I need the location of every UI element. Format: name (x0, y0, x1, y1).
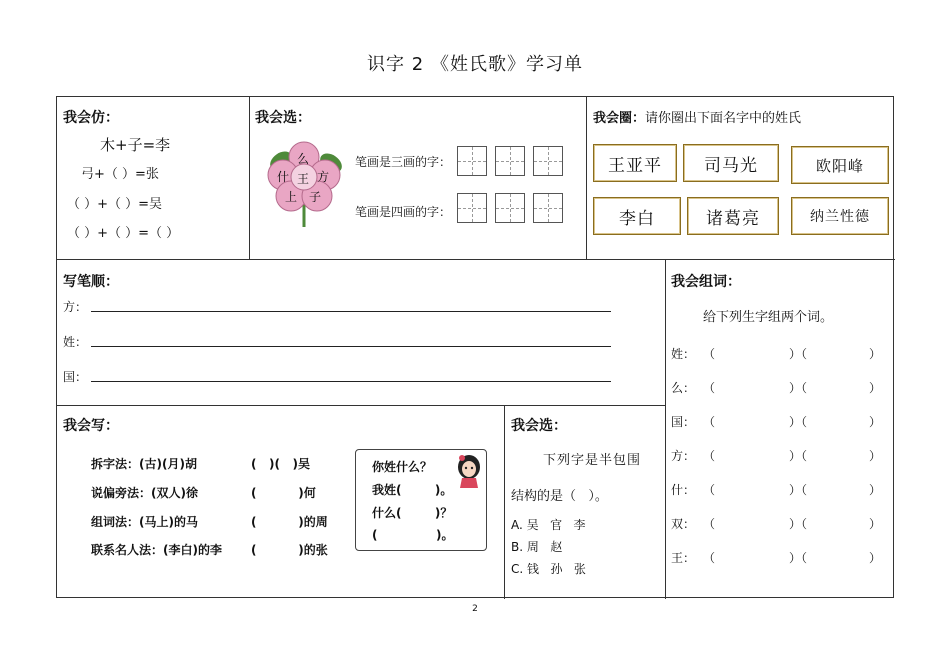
option-text: 周 赵 (526, 540, 563, 554)
stroke-label-xing: 姓： (63, 335, 88, 349)
stroke-write-line[interactable] (91, 311, 611, 312)
words-row-blanks[interactable]: （ ）（ ） (703, 449, 882, 463)
girl-avatar-icon (456, 454, 482, 488)
three-stroke-label: 笔画是三画的字： (355, 155, 452, 169)
name-box[interactable]: 司马光 (683, 144, 779, 182)
option-text: 吴 官 李 (526, 518, 586, 532)
page-number: 2 (472, 604, 478, 614)
write-method-answer[interactable]: ( )何 (251, 486, 316, 500)
words-row-char: 王： (671, 551, 696, 565)
divider-col3 (665, 259, 666, 599)
flower-char-6: 子 (309, 190, 322, 204)
dialog-line[interactable]: 我姓( )。 (372, 483, 453, 497)
imitate-line3: （ ）+（ ）=吴 (67, 197, 163, 212)
name-box[interactable]: 李白 (593, 197, 681, 235)
words-row-blanks[interactable]: （ ）（ ） (703, 517, 882, 531)
words-row-blanks[interactable]: （ ）（ ） (703, 551, 882, 565)
stroke-write-line[interactable] (91, 346, 611, 347)
words-heading: 我会组词： (671, 274, 741, 290)
tianzige-box[interactable] (495, 146, 525, 176)
choose-question-line1: 下列字是半包围 (543, 453, 642, 468)
option-text: 钱 孙 张 (527, 562, 586, 576)
flower-char-1: 么 (297, 152, 310, 166)
write-method-answer[interactable]: ( )( )吴 (251, 457, 311, 471)
dialog-line: 你姓什么？ (372, 460, 433, 474)
words-row-char: 姓： (671, 347, 696, 361)
flower-char-5: 上 (285, 190, 298, 204)
imitate-line1: 木+子=李 (100, 136, 171, 154)
circle-instruction: 请你圈出下面名字中的姓氏 (645, 111, 802, 126)
write-heading: 我会写： (63, 418, 119, 434)
name-box[interactable]: 王亚平 (593, 144, 677, 182)
words-row-blanks[interactable]: （ ）（ ） (703, 347, 882, 361)
choose-question-line2: 结构的是（ ）。 (511, 489, 608, 504)
dialog-line[interactable]: 什么( )？ (372, 506, 453, 520)
flower-char-4: 方 (317, 170, 330, 184)
write-method-label: 组词法：(马上)的马 (91, 515, 198, 529)
four-stroke-label: 笔画是四画的字： (355, 205, 452, 219)
choose-option[interactable] (511, 560, 586, 577)
write-method-label: 拆字法：(古)(月)胡 (91, 457, 197, 471)
tianzige-box[interactable] (533, 193, 563, 223)
words-instruction: 给下列生字组两个词。 (703, 310, 834, 325)
dialog-line[interactable]: ( )。 (372, 528, 454, 542)
write-method-answer[interactable]: ( )的周 (251, 515, 328, 529)
words-row-char: 国： (671, 415, 696, 429)
imitate-line2: 弓+（ ）=张 (81, 167, 159, 182)
divider-col4 (504, 405, 505, 599)
flower-char-2: 什 (277, 170, 290, 184)
tianzige-box[interactable] (457, 146, 487, 176)
words-row-char: 双： (671, 517, 696, 531)
stroke-label-guo: 国： (63, 370, 88, 384)
flower-char-3: 王 (297, 172, 310, 186)
name-box[interactable]: 纳兰性德 (791, 197, 889, 235)
divider-row2 (57, 405, 665, 406)
write-method-label: 联系名人法：(李白)的李 (91, 543, 222, 557)
select-heading: 我会选： (255, 110, 311, 126)
imitate-line4: （ ）+（ ）=（ ） (67, 226, 180, 241)
option-key: A. (511, 518, 523, 532)
stroke-heading: 写笔顺： (63, 274, 119, 290)
tianzige-box[interactable] (457, 193, 487, 223)
divider-col1 (249, 97, 250, 259)
choose-heading: 我会选： (511, 418, 567, 434)
stroke-label-fang: 方： (63, 300, 88, 314)
words-row-blanks[interactable]: （ ）（ ） (703, 381, 882, 395)
write-method-answer[interactable]: ( )的张 (251, 543, 328, 557)
words-row-blanks[interactable]: （ ）（ ） (703, 483, 882, 497)
worksheet-frame (56, 96, 894, 598)
name-box[interactable]: 欧阳峰 (791, 146, 889, 184)
divider-col2 (586, 97, 587, 259)
words-row-char: 方： (671, 449, 696, 463)
words-row-blanks[interactable]: （ ）（ ） (703, 415, 882, 429)
choose-option[interactable] (511, 516, 586, 533)
words-row-char: 么： (671, 381, 696, 395)
circle-section-header (593, 107, 801, 126)
tianzige-box[interactable] (495, 193, 525, 223)
imitate-heading: 我会仿： (63, 110, 119, 126)
circle-heading: 我会圈： (593, 111, 646, 126)
words-row-char: 什： (671, 483, 696, 497)
name-box[interactable]: 诸葛亮 (687, 197, 779, 235)
dialog-card (355, 449, 487, 551)
option-key: B. (511, 540, 524, 554)
worksheet-title: 识字 2 《姓氏歌》学习单 (367, 54, 583, 75)
divider-row1 (57, 259, 895, 260)
option-key: C. (511, 562, 524, 576)
choose-option[interactable] (511, 538, 562, 555)
write-method-label: 说偏旁法：(双人)徐 (91, 486, 198, 500)
tianzige-box[interactable] (533, 146, 563, 176)
stroke-write-line[interactable] (91, 381, 611, 382)
